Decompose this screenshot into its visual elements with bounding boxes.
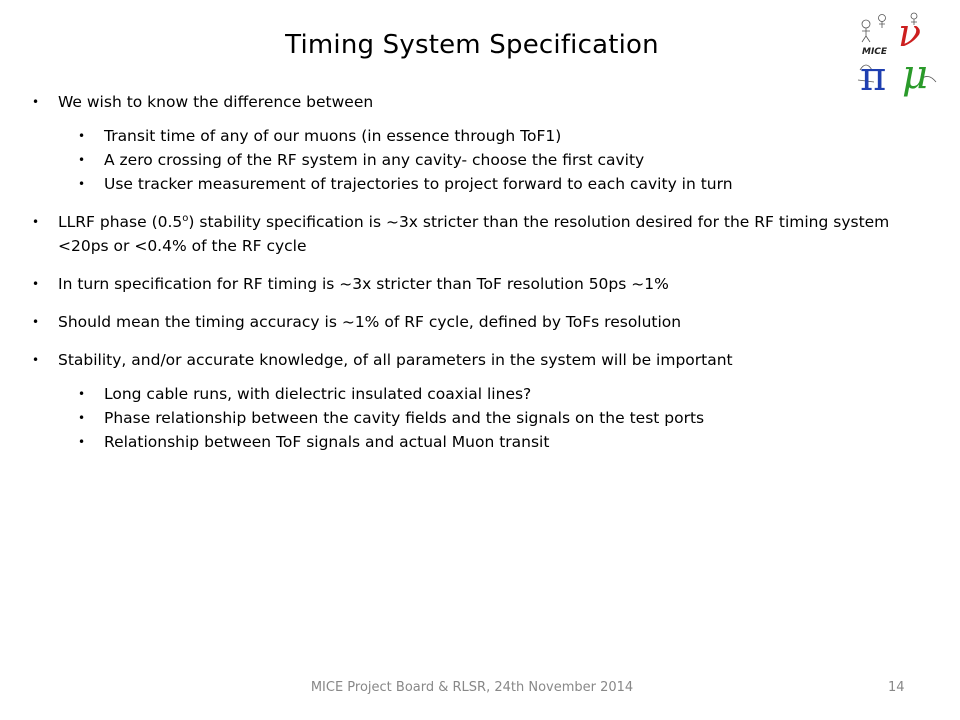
sub-bullet-text: Relationship between ToF signals and actual Muon transit (104, 433, 550, 451)
bullet-dot-icon: • (32, 215, 40, 229)
bullet-dot-icon: • (32, 277, 40, 291)
bullet-dot-icon: • (78, 411, 86, 425)
bullet-dot-icon: • (78, 153, 86, 167)
sub-bullet-text: Phase relationship between the cavity fields and the signals on the test ports (104, 409, 705, 427)
sub-bullet-item (30, 148, 910, 172)
sub-bullet-item (30, 124, 910, 148)
svg-text:μ: μ (902, 52, 928, 98)
mice-logo-icon (852, 10, 944, 98)
bullet-item (30, 210, 910, 258)
sub-bullet-item (30, 382, 910, 406)
sub-bullet-text: Long cable runs, with dielectric insulated coaxial lines? (104, 385, 532, 403)
bullet-text: LLRF phase (0.5$^o$) stability specification is ~3x stricter than the resolution desired for the RF timing system <20ps or <0.4% of the RF cycle (58, 212, 890, 255)
bullet-dot-icon: • (78, 387, 86, 401)
sub-bullet-text: A zero crossing of the RF system in any cavity- choose the first cavity (104, 151, 645, 169)
sub-bullet-text: Transit time of any of our muons (in essence through ToF1) (104, 127, 562, 145)
bullet-dot-icon: • (78, 435, 86, 449)
bullet-text: Stability, and/or accurate knowledge, of all parameters in the system will be important (58, 351, 733, 369)
slide-title: Timing System Specification (285, 30, 659, 60)
bullet-dot-icon: • (32, 353, 40, 367)
bullet-item (30, 348, 910, 372)
svg-text:MICE: MICE (862, 47, 888, 57)
bullet-item (30, 310, 910, 334)
bullet-dot-icon: • (32, 95, 40, 109)
bullet-item (30, 90, 910, 114)
bullet-text: We wish to know the difference between (58, 93, 374, 111)
sub-bullet-item (30, 430, 910, 454)
bullet-text: In turn specification for RF timing is ~3x stricter than ToF resolution 50ps ~1% (58, 275, 669, 293)
svg-text:π: π (860, 54, 887, 98)
slide-footer: MICE Project Board & RLSR, 24th November 2014 (310, 680, 634, 695)
bullet-dot-icon: • (78, 177, 86, 191)
svg-text:ν: ν (898, 11, 922, 55)
bullet-dot-icon: • (78, 129, 86, 143)
sub-bullet-item (30, 172, 910, 196)
bullet-item (30, 272, 910, 296)
sub-bullet-item (30, 406, 910, 430)
sub-bullet-text: Use tracker measurement of trajectories to project forward to each cavity in turn (104, 175, 733, 193)
bullet-text: Should mean the timing accuracy is ~1% of RF cycle, defined by ToFs resolution (58, 313, 682, 331)
bullet-list (30, 90, 910, 454)
bullet-dot-icon: • (32, 315, 40, 329)
page-number: 14 (888, 680, 905, 695)
